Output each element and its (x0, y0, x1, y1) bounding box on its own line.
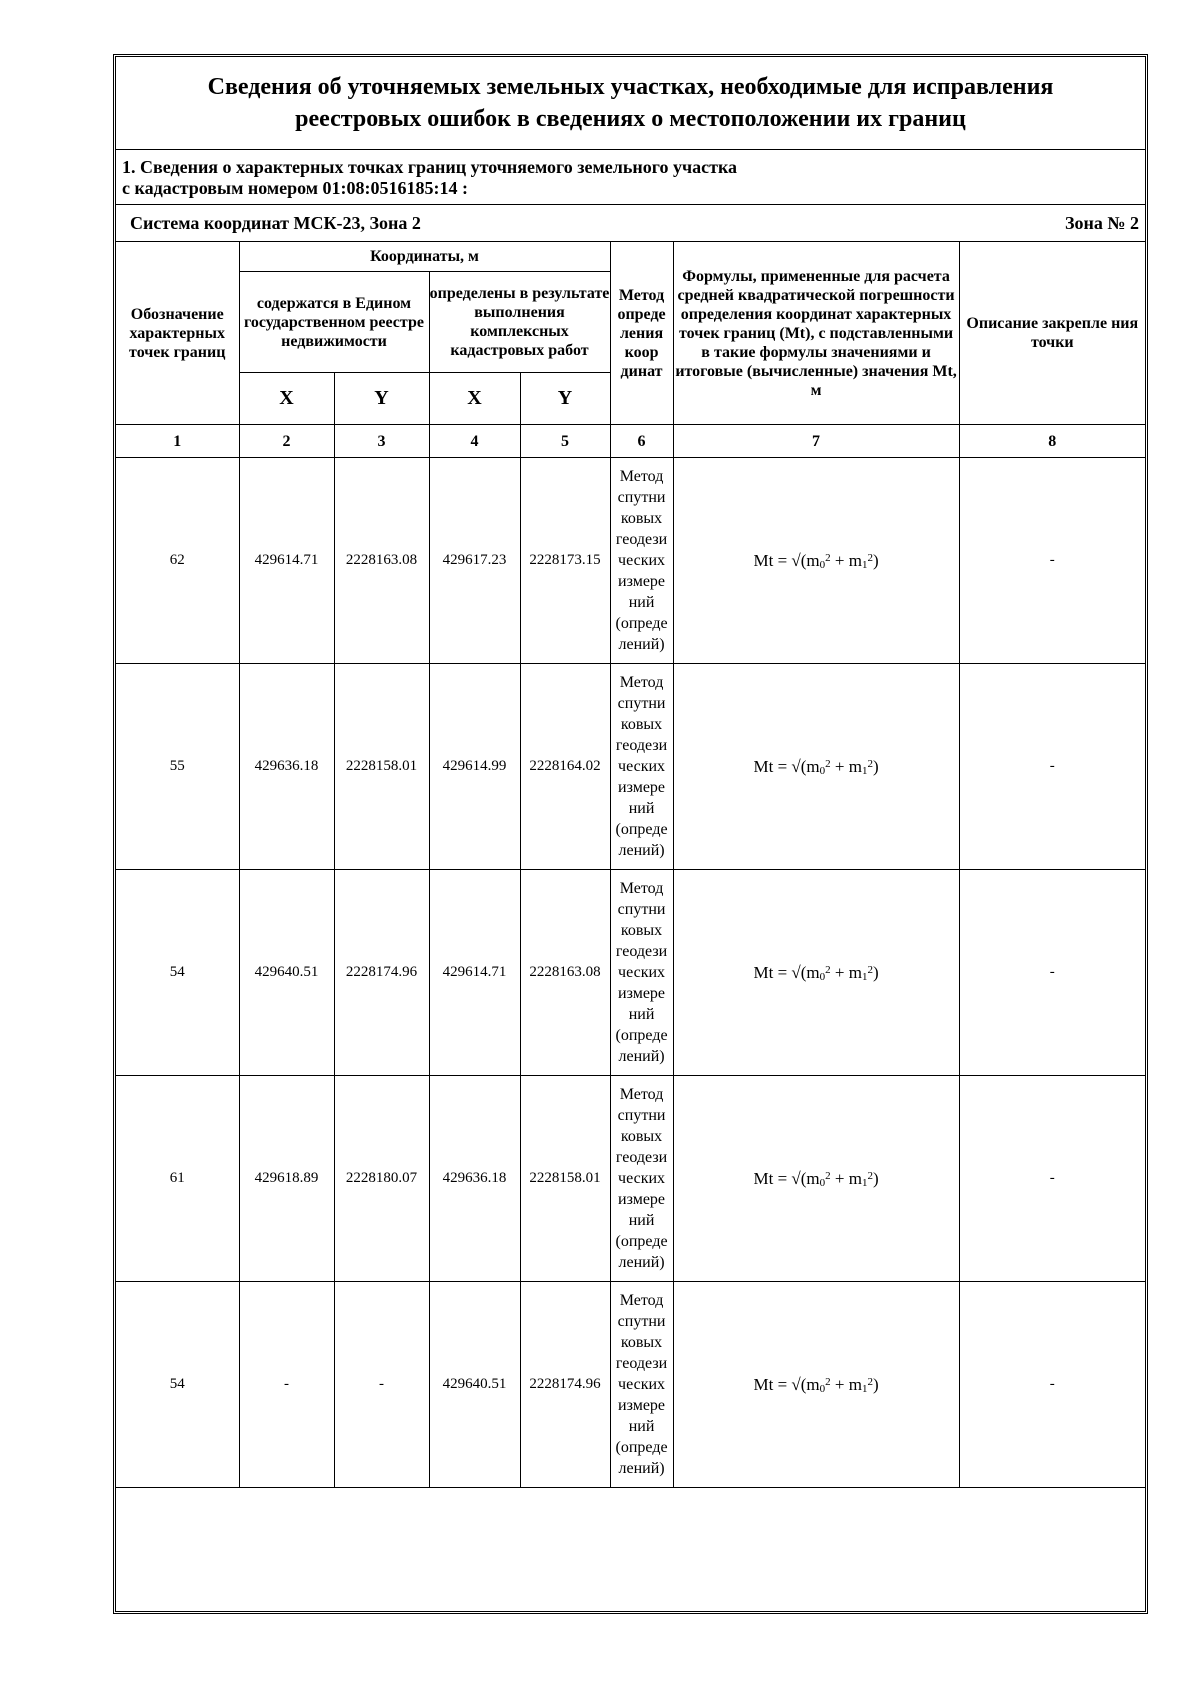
title-line-1: Сведения об уточняемых земельных участках, необходимые для исправления (207, 74, 1054, 100)
zone-label: Зона № 2 (1065, 212, 1139, 233)
column-number: 3 (334, 425, 429, 458)
table-row (116, 870, 1145, 1076)
description: - (959, 1282, 1145, 1488)
new-x: 429636.18 (429, 1076, 520, 1282)
document-title (116, 57, 1145, 150)
description: - (959, 664, 1145, 870)
new-y: 2228173.15 (520, 458, 610, 664)
description: - (959, 870, 1145, 1076)
points-table (116, 241, 1145, 1488)
header-egrn-x: X (239, 373, 334, 425)
method: Метод спутни ковых геодези ческих измере ний (опреде лений) (610, 664, 673, 870)
formula: $Mt = √(m_0^2 + m_1^2)$ (673, 458, 959, 664)
method: Метод спутни ковых геодези ческих измере ний (опреде лений) (610, 458, 673, 664)
new-x: 429614.71 (429, 870, 520, 1076)
egrn-y: - (334, 1282, 429, 1488)
formula: $Mt = √(m_0^2 + m_1^2)$ (673, 664, 959, 870)
point-number: 61 (116, 1076, 239, 1282)
header-description: Описание закрепле ния точки (959, 242, 1145, 425)
column-number: 5 (520, 425, 610, 458)
method: Метод спутни ковых геодези ческих измере ний (опреде лений) (610, 1282, 673, 1488)
egrn-x: 429636.18 (239, 664, 334, 870)
column-number: 1 (116, 425, 239, 458)
formula: $Mt = √(m_0^2 + m_1^2)$ (673, 1076, 959, 1282)
description: - (959, 1076, 1145, 1282)
column-number: 4 (429, 425, 520, 458)
formula: $Mt = √(m_0^2 + m_1^2)$ (673, 1282, 959, 1488)
column-number: 7 (673, 425, 959, 458)
header-new-y: Y (520, 373, 610, 425)
table-row (116, 1282, 1145, 1488)
header-coordinates: Координаты, м (239, 242, 610, 272)
egrn-y: 2228180.07 (334, 1076, 429, 1282)
new-y: 2228164.02 (520, 664, 610, 870)
method: Метод спутни ковых геодези ческих измере ний (опреде лений) (610, 1076, 673, 1282)
header-method: Метод опреде ления коор динат (610, 242, 673, 425)
section-line-2: с кадастровым номером 01:08:0516185:14 : (122, 178, 469, 198)
point-number: 55 (116, 664, 239, 870)
coordinate-system: Система координат МСК-23, Зона 2 (130, 212, 421, 233)
column-number: 8 (959, 425, 1145, 458)
new-x: 429617.23 (429, 458, 520, 664)
egrn-x: 429614.71 (239, 458, 334, 664)
header-formulas: Формулы, примененные для расчета средней квадратической погрешности определения координат характерных точек границ (Mt), с подставленными в такие формулы значениями и итоговые (вычисленные) значения Mt, м (673, 242, 959, 425)
egrn-y: 2228174.96 (334, 870, 429, 1076)
new-y: 2228174.96 (520, 1282, 610, 1488)
formula: $Mt = √(m_0^2 + m_1^2)$ (673, 870, 959, 1076)
document-frame (113, 54, 1148, 1614)
method: Метод спутни ковых геодези ческих измере ний (опреде лений) (610, 870, 673, 1076)
description: - (959, 458, 1145, 664)
section-line-1: 1. Сведения о характерных точках границ уточняемого земельного участка (122, 157, 738, 177)
title-line-2: реестровых ошибок в сведениях о местоположении их границ (295, 106, 966, 132)
coordinate-system-row (116, 205, 1145, 241)
table-row (116, 664, 1145, 870)
header-designation: Обозначение характерных точек границ (116, 242, 239, 425)
egrn-y: 2228158.01 (334, 664, 429, 870)
point-number: 54 (116, 1282, 239, 1488)
column-number: 6 (610, 425, 673, 458)
column-number: 2 (239, 425, 334, 458)
point-number: 54 (116, 870, 239, 1076)
egrn-y: 2228163.08 (334, 458, 429, 664)
new-y: 2228163.08 (520, 870, 610, 1076)
point-number: 62 (116, 458, 239, 664)
header-egrn: содержатся в Едином государственном реестре недвижимости (239, 272, 429, 373)
header-determined: определены в результате выполнения комплексных кадастровых работ (429, 272, 610, 373)
table-row (116, 458, 1145, 664)
egrn-x: - (239, 1282, 334, 1488)
new-x: 429640.51 (429, 1282, 520, 1488)
egrn-x: 429618.89 (239, 1076, 334, 1282)
new-y: 2228158.01 (520, 1076, 610, 1282)
header-egrn-y: Y (334, 373, 429, 425)
egrn-x: 429640.51 (239, 870, 334, 1076)
header-new-x: X (429, 373, 520, 425)
table-row (116, 1076, 1145, 1282)
new-x: 429614.99 (429, 664, 520, 870)
section-heading (116, 150, 1145, 205)
